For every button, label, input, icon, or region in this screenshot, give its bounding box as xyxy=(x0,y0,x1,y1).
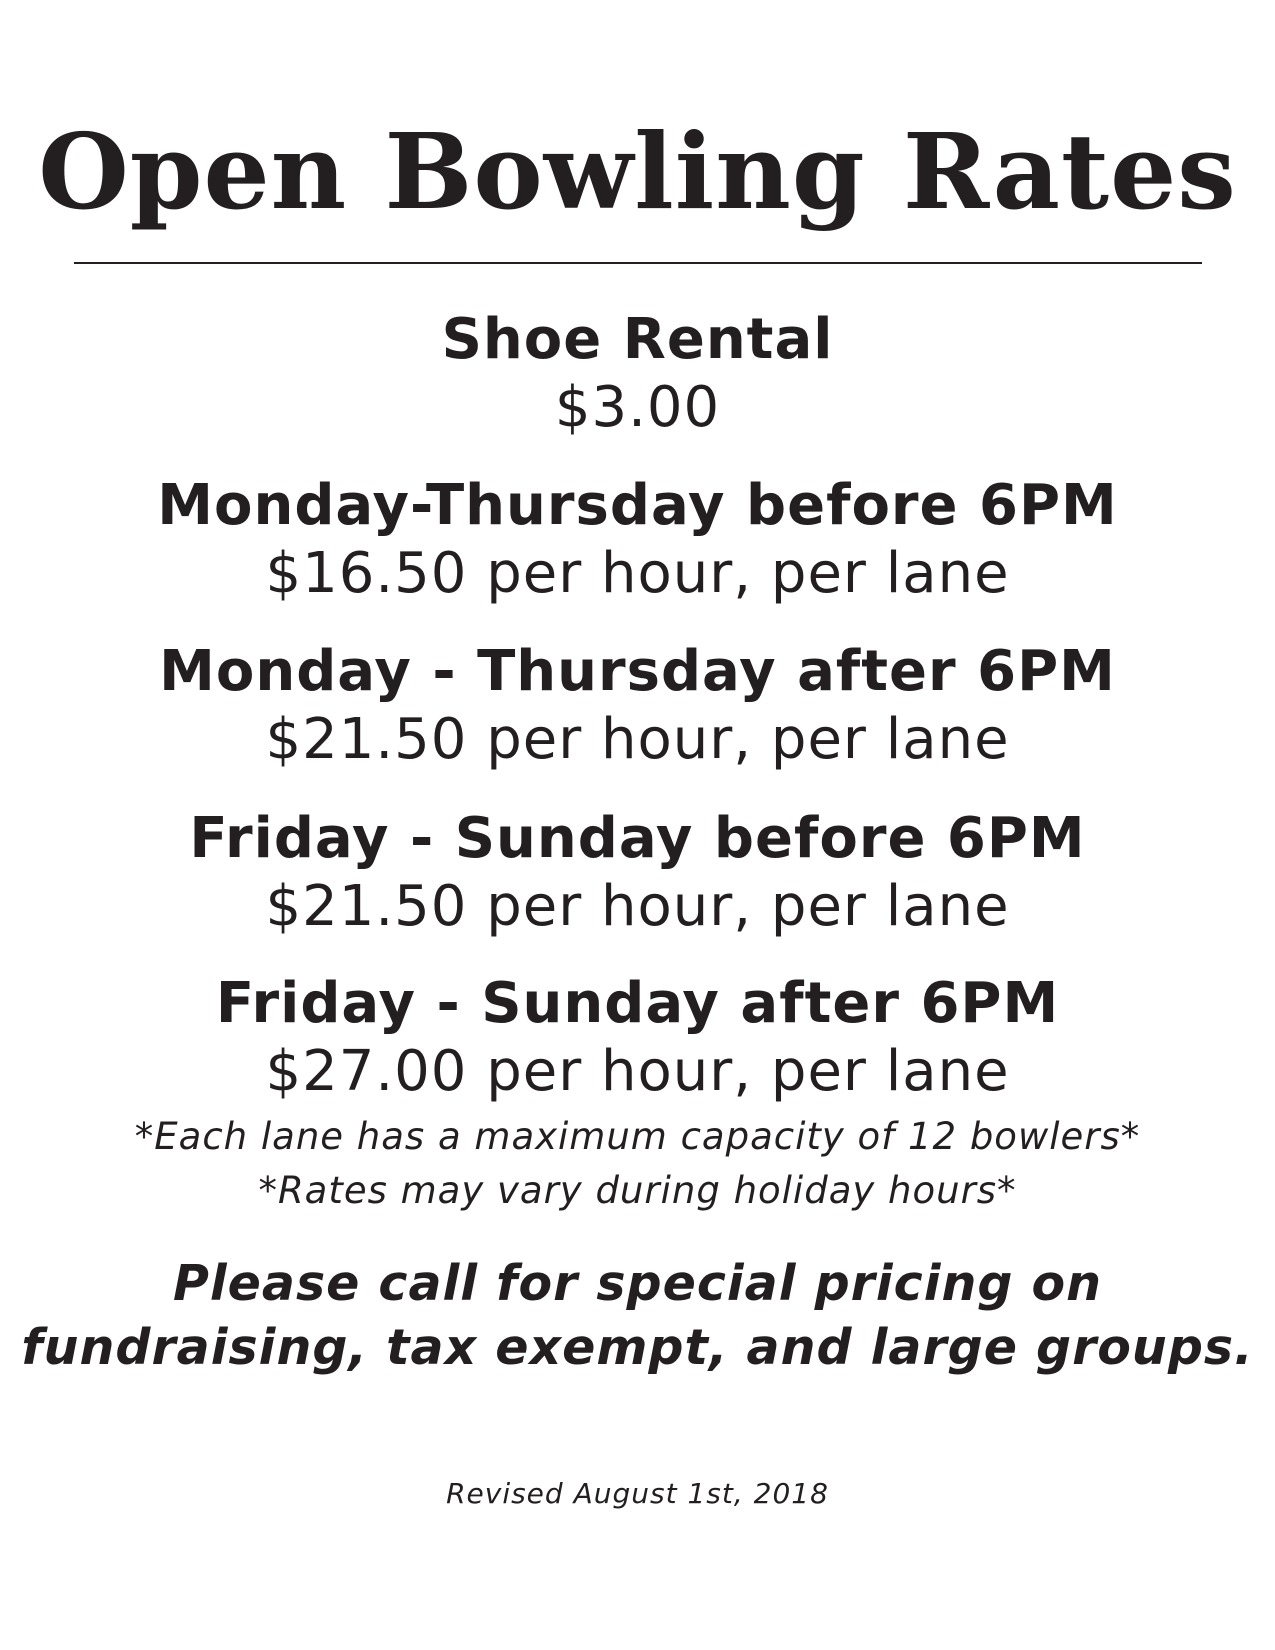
title-divider xyxy=(74,262,1202,264)
rate-notes xyxy=(0,1110,1275,1218)
rate-item-mon-thu-before-6pm xyxy=(0,472,1275,608)
callout-line: Please call for special pricing on xyxy=(172,1255,1103,1312)
rate-price: $21.50 per hour, per lane xyxy=(265,874,1010,939)
rate-price: $16.50 per hour, per lane xyxy=(265,541,1010,606)
rate-item-fri-sun-before-6pm xyxy=(0,805,1275,941)
rate-heading: Friday - Sunday before 6PM xyxy=(189,806,1086,871)
rate-heading: Friday - Sunday after 6PM xyxy=(215,971,1060,1036)
rate-heading: Shoe Rental xyxy=(441,307,834,372)
page-title: Open Bowling Rates xyxy=(38,110,1237,233)
special-pricing-callout xyxy=(0,1252,1275,1380)
rate-price: $27.00 per hour, per lane xyxy=(265,1039,1010,1104)
rate-price: $21.50 per hour, per lane xyxy=(265,707,1010,772)
rate-heading: Monday-Thursday before 6PM xyxy=(157,473,1118,538)
capacity-note: *Each lane has a maximum capacity of 12 bowlers* xyxy=(134,1115,1141,1158)
rate-item-shoe-rental xyxy=(0,306,1275,442)
callout-line: fundraising, tax exempt, and large groups. xyxy=(21,1319,1254,1376)
revised-date: Revised August 1st, 2018 xyxy=(446,1477,829,1510)
rate-item-mon-thu-after-6pm xyxy=(0,638,1275,774)
rate-item-fri-sun-after-6pm xyxy=(0,970,1275,1106)
holiday-note: *Rates may vary during holiday hours* xyxy=(258,1169,1017,1212)
rate-heading: Monday - Thursday after 6PM xyxy=(159,639,1116,704)
rate-price: $3.00 xyxy=(554,375,721,440)
